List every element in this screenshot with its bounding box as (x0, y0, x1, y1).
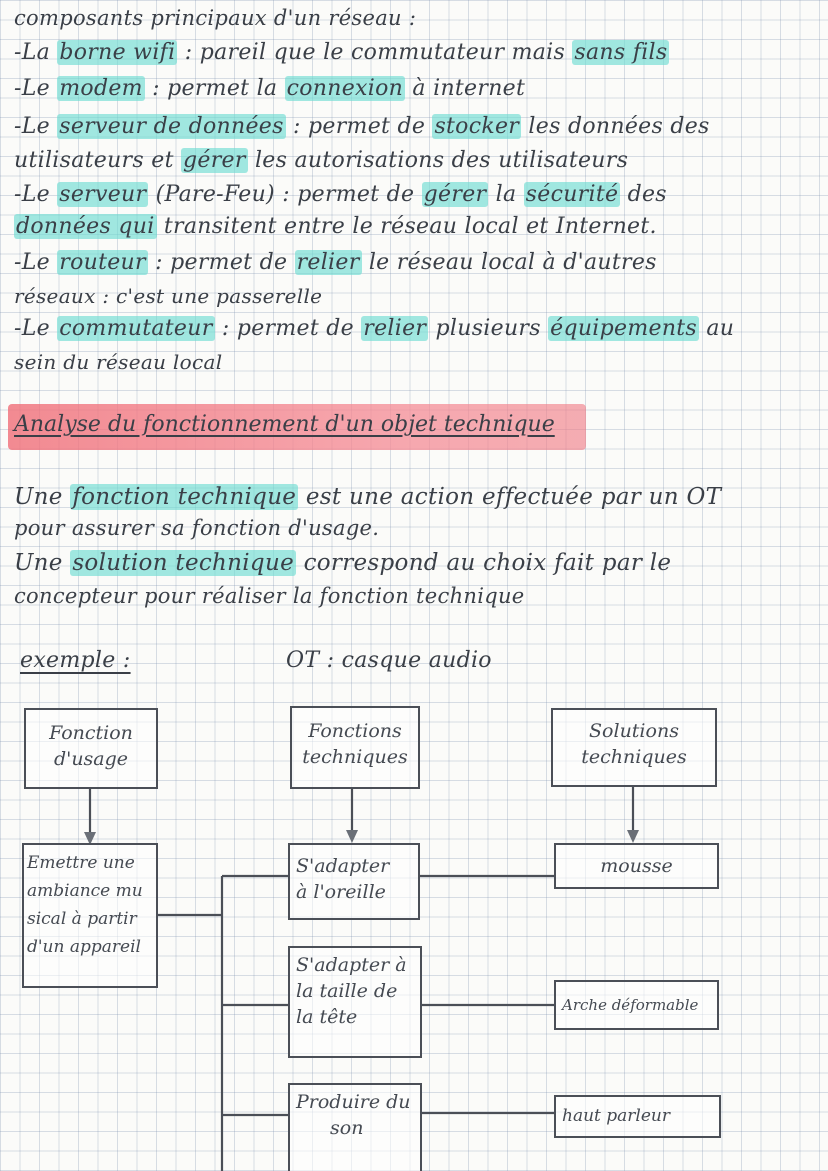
highlight: sécurité (525, 182, 619, 207)
text-line: sein du réseau local (14, 350, 223, 374)
text-line: -Le routeur : permet de relier le réseau local à d'autres (14, 250, 657, 275)
text-line: -Le serveur (Pare-Feu) : permet de gérer la sécurité des (14, 182, 667, 207)
text-line: -La borne wifi : pareil que le commutateur mais sans fils (14, 40, 668, 65)
usage-function-box: Emettre une ambiance mu sical à partir d'un appareil (22, 843, 158, 988)
highlight: serveur (59, 182, 147, 207)
technical-solutions-header: Solutions techniques (551, 708, 717, 787)
text-line: réseaux : c'est une passerelle (14, 284, 323, 308)
usage-function-header: Fonction d'usage (24, 708, 158, 789)
highlight: sans fils (574, 40, 668, 65)
ot-label: OT : casque audio (286, 648, 492, 673)
technical-function-box: S'adapter à l'oreille (288, 843, 420, 920)
highlight: données qui (16, 214, 155, 239)
technical-solution-box: mousse (554, 843, 719, 889)
highlight: équipements (550, 316, 698, 341)
technical-solution-box: Arche déformable (554, 980, 719, 1030)
technical-functions-header: Fonctions techniques (290, 706, 420, 789)
highlight: modem (59, 76, 143, 101)
technical-function-box: Produire du son (288, 1083, 422, 1171)
definition-line: concepteur pour réaliser la fonction technique (14, 584, 525, 608)
definition-line: Une fonction technique est une action effectuée par un OT (14, 484, 722, 510)
text-line: -Le modem : permet la connexion à internet (14, 76, 526, 101)
example-label: exemple : (20, 648, 131, 673)
highlight: relier (363, 316, 427, 341)
components-heading: composants principaux d'un réseau : (14, 6, 417, 30)
text-line: données qui transitent entre le réseau local et Internet. (16, 214, 657, 239)
highlight: borne wifi (59, 40, 176, 65)
text-line: utilisateurs et gérer les autorisations des utilisateurs (14, 148, 629, 173)
text-line: -Le serveur de données : permet de stocker les données des (14, 114, 710, 139)
definition-line: pour assurer sa fonction d'usage. (14, 516, 380, 540)
section-title: Analyse du fonctionnement d'un objet technique (14, 412, 555, 437)
highlight: serveur de données (59, 114, 284, 139)
highlight: solution technique (72, 550, 294, 576)
definition-line: Une solution technique correspond au choix fait par le (14, 550, 672, 576)
highlight: gérer (423, 182, 487, 207)
technical-function-box: S'adapter à la taille de la tête (288, 946, 422, 1058)
highlight: stocker (434, 114, 520, 139)
highlight: gérer (183, 148, 246, 173)
highlight: relier (296, 250, 360, 275)
highlight: commutateur (59, 316, 213, 341)
technical-solution-box: haut parleur (554, 1095, 721, 1138)
highlight: fonction technique (72, 484, 297, 510)
highlight: connexion (286, 76, 404, 101)
text-line: -Le commutateur : permet de relier plusieurs équipements au (14, 316, 735, 341)
highlight: routeur (59, 250, 146, 275)
